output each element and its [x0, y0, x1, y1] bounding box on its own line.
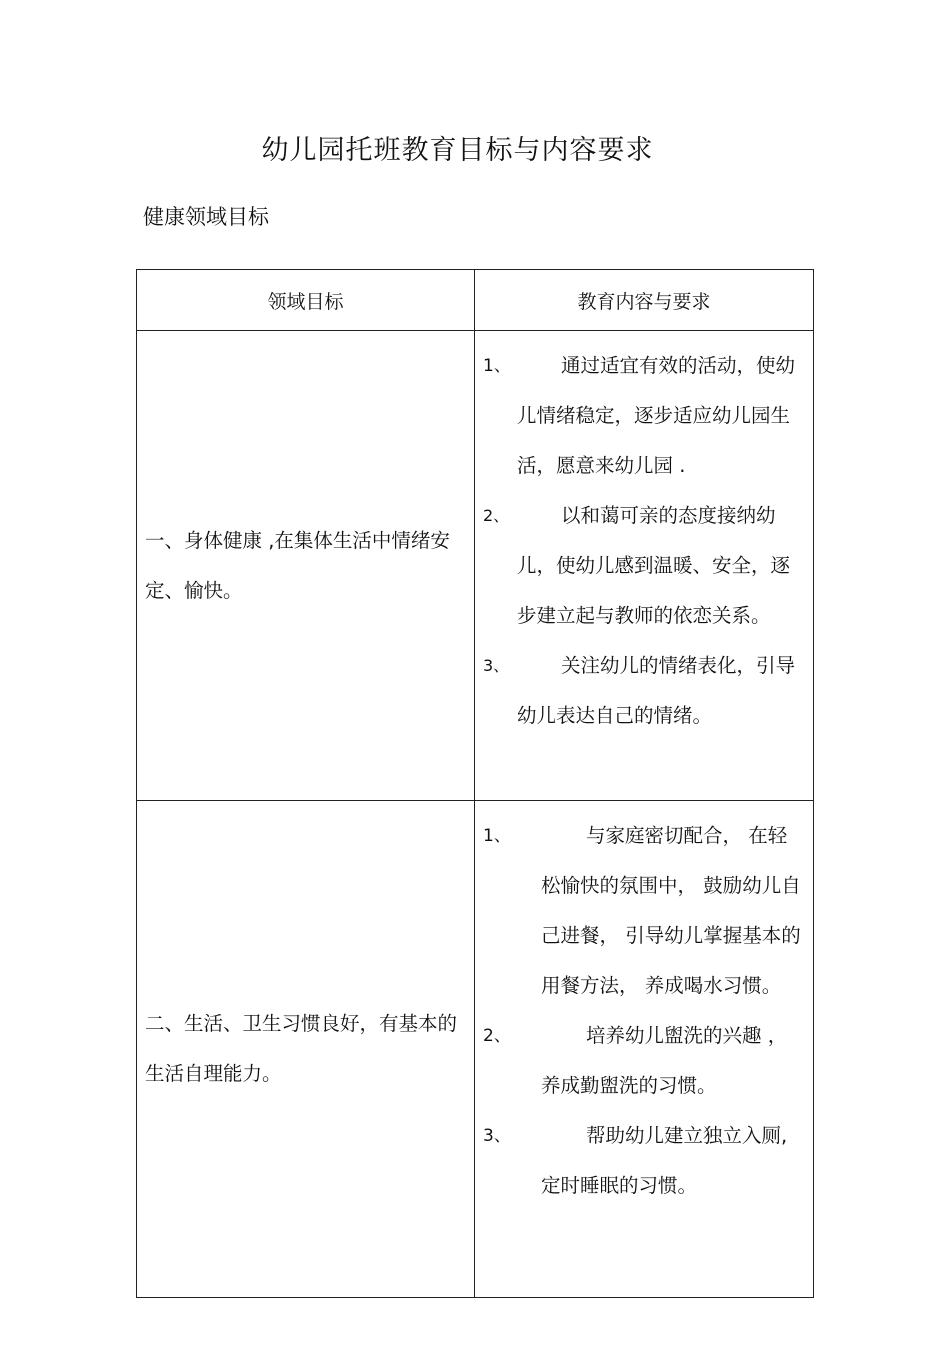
content-cell: [475, 801, 814, 1298]
item-text: 帮助幼儿建立独立入厕,定时睡眠的习惯。: [541, 1124, 788, 1197]
item-text: 关注幼儿的情绪表化，引导幼儿表达自己的情绪。: [517, 654, 796, 727]
list-item: [483, 1011, 805, 1111]
list-item: [483, 491, 805, 641]
item-number: 1、: [483, 356, 511, 376]
list-item: [483, 341, 805, 491]
list-item: [483, 811, 805, 1011]
goal-cell: [137, 801, 475, 1298]
item-text: 与家庭密切配合， 在轻松愉快的氛围中， 鼓励幼儿自己进餐， 引导幼儿掌握基本的用餐方法， 养成喝水习惯。: [541, 824, 801, 997]
table-row: [137, 331, 814, 801]
table-header-row: [137, 270, 814, 331]
item-text: 培养幼儿盥洗的兴趣 ，养成勤盥洗的习惯。: [541, 1024, 788, 1097]
item-text: 通过适宜有效的活动，使幼儿情绪稳定，逐步适应幼儿园生活，愿意来幼儿园 .: [517, 354, 796, 477]
goal-cell: [137, 331, 475, 801]
content-cell: [475, 331, 814, 801]
document-title: 幼儿园托班教育目标与内容要求: [261, 135, 654, 166]
list-item: [483, 641, 805, 741]
header-domain-goal: 领域目标: [137, 270, 475, 331]
item-number: 3、: [483, 1126, 511, 1146]
goal-text: 一、身体健康 ,在集体生活中情绪安定、愉快。: [145, 528, 450, 602]
item-number: 3、: [483, 656, 510, 675]
section-heading: 健康领域目标: [143, 205, 269, 229]
table-row: [137, 801, 814, 1298]
item-text: 以和蔼可亲的态度接纳幼儿，使幼儿感到温暖、安全，逐步建立起与教师的依恋关系。: [517, 504, 791, 627]
item-number: 2、: [483, 1026, 511, 1046]
item-number: 2、: [483, 506, 510, 525]
list-item: [483, 1111, 805, 1211]
goals-table: [136, 269, 814, 1298]
goal-text: 二、生活、卫生习惯良好，有基本的生活自理能力。: [145, 1012, 458, 1085]
header-content-requirements: 教育内容与要求: [475, 270, 814, 331]
item-number: 1、: [483, 826, 511, 846]
